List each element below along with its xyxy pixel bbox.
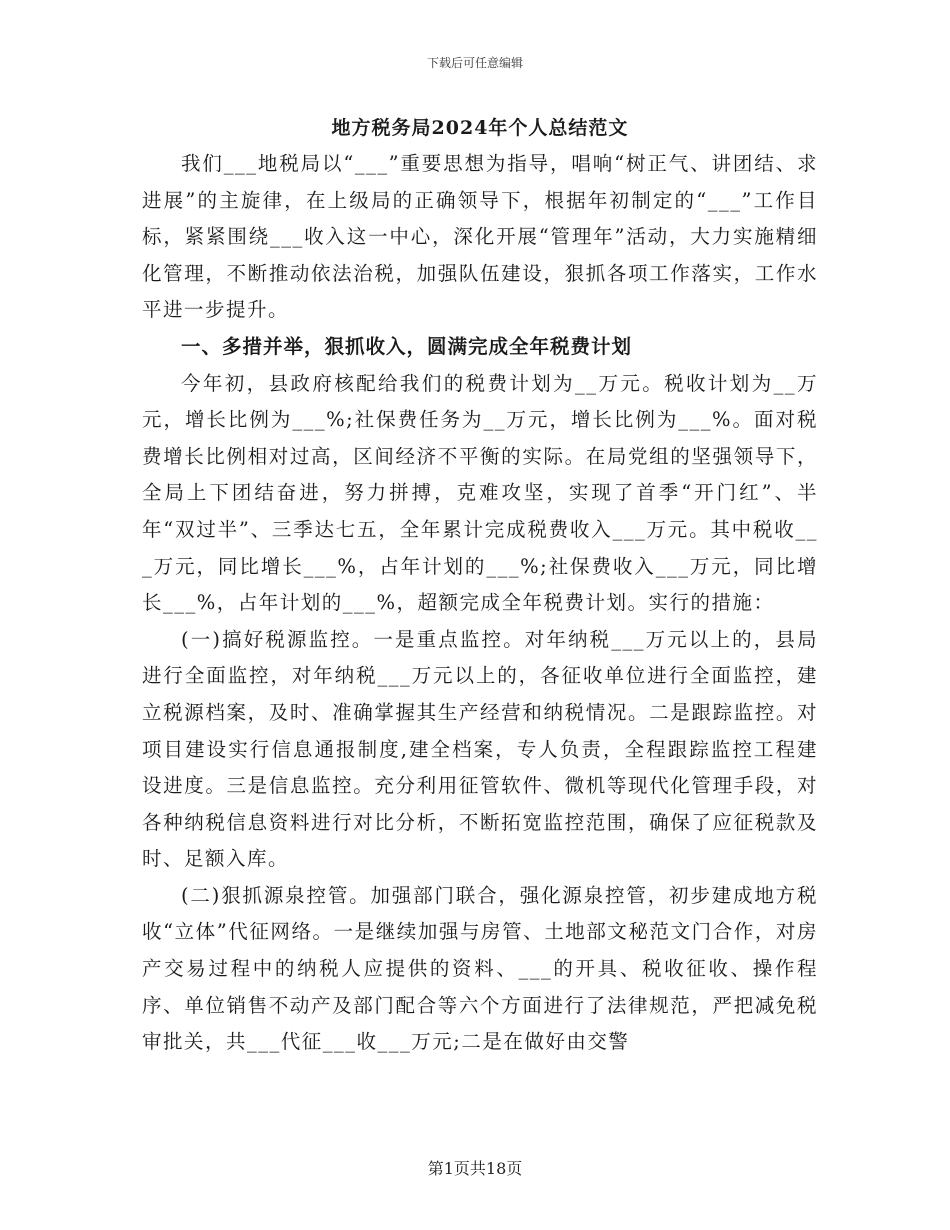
document-title: 地方税务局2024年个人总结范文 [331,117,629,139]
document-body [142,112,818,1061]
section-paragraph-1: 今年初，县政府核配给我们的税费计划为__万元。税收计划为__万元，增长比例为___%;社保费任务为__万元，增长比例为___%。面对税费增长比例相对过高，区间经济不平衡的实际。在局党组的坚强领导下，全局上下团结奋进，努力拼搏，克难攻坚，实现了首季“开门红”、半年“双过半”、三季达七五，全年累计完成税费收入___万元。其中税收___万元，同比增长___%，占年计划的___%;社保费收入___万元，同比增长___%，占年计划的___%，超额完成全年税费计划。实行的措施： [142,371,818,615]
intro-paragraph: 我们___地税局以“___”重要思想为指导，唱响“树正气、讲团结、求进展”的主旋律，在上级局的正确领导下，根据年初制定的“___”工作目标，紧紧围绕___收入这一中心，深化开展“管理年”活动，大力实施精细化管理，不断推动依法治税，加强队伍建设，狠抓各项工作落实，工作水平进一步提升。 [142,152,818,322]
header-note: 下载后可任意编辑 [426,56,523,70]
page-number: 第1页共18页 [427,1159,523,1178]
section-paragraph-3: (二)狠抓源泉控管。加强部门联合，强化源泉控管，初步建成地方税收“立体”代征网络。一是继续加强与房管、土地部文秘范文门合作，对房产交易过程中的纳税人应提供的资料、___的开具、税收征收、操作程序、单位销售不动产及部门配合等六个方面进行了法律规范，严把减免税审批关，共___代征___收___万元;二是在做好由交警 [142,883,818,1054]
section-paragraph-2: (一)搞好税源监控。一是重点监控。对年纳税___万元以上的，县局进行全面监控，对年纳税___万元以上的，各征收单位进行全面监控，建立税源档案，及时、准确掌握其生产经营和纳税情况。二是跟踪监控。对项目建设实行信息通报制度,建全档案，专人负责，全程跟踪监控工程建设进度。三是信息监控。充分利用征管软件、微机等现代化管理手段，对各种纳税信息资料进行对比分析，不断拓宽监控范围，确保了应征税款及时、足额入库。 [142,627,818,871]
section-heading: 一、多措并举，狠抓收入，圆满完成全年税费计划 [181,334,633,358]
